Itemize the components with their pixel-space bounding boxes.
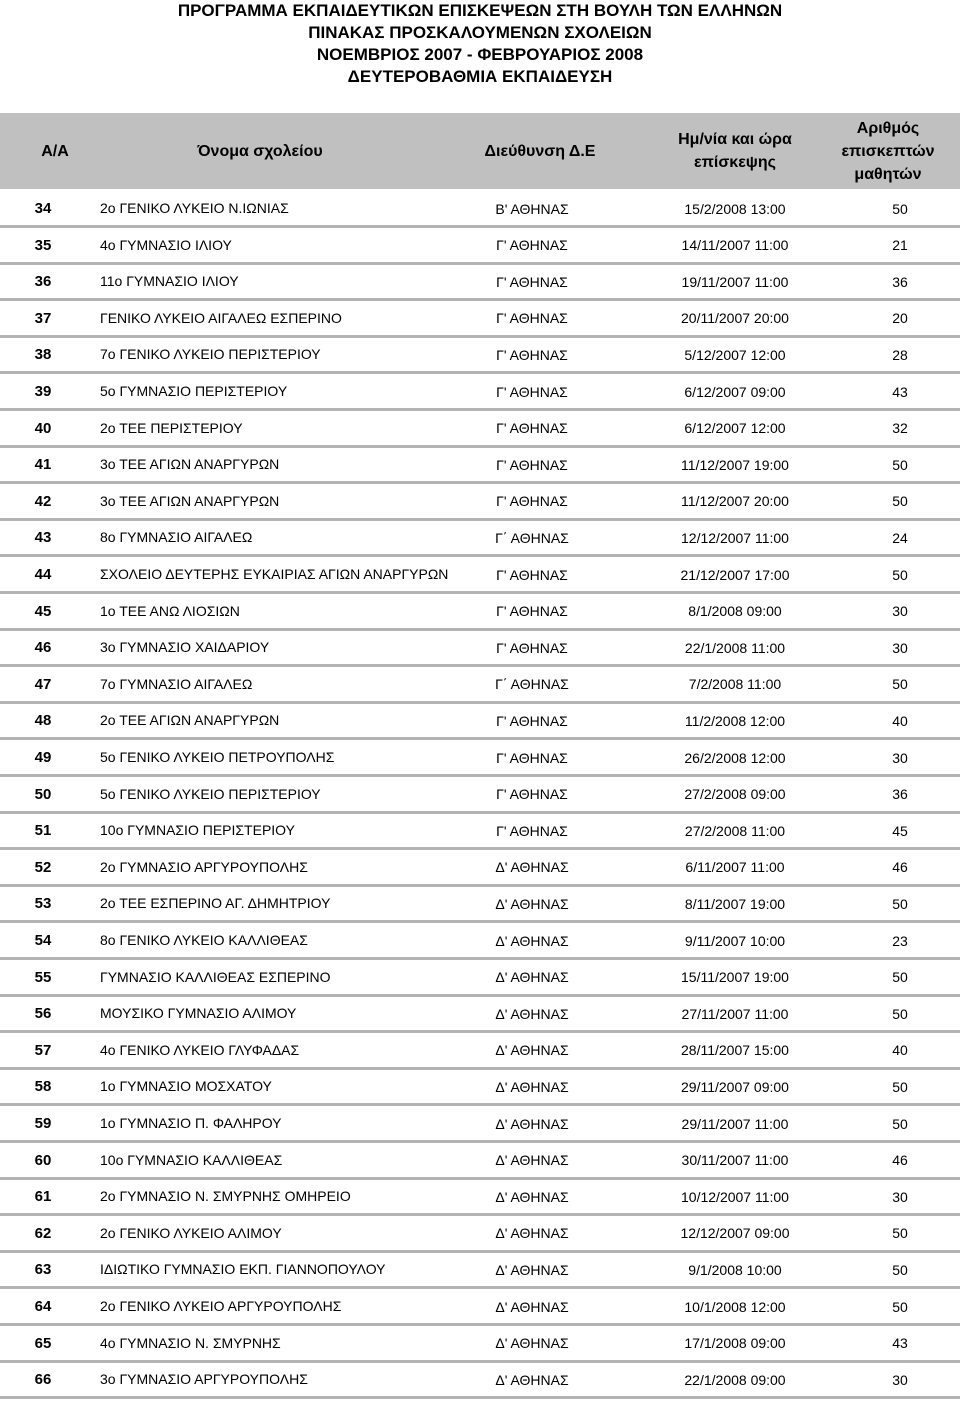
directorate: Δ' ΑΘΗΝΑΣ bbox=[495, 1298, 569, 1315]
visitor-count: 50 bbox=[892, 1261, 908, 1278]
visitor-count: 50 bbox=[892, 456, 908, 473]
school-name: 3ο ΓΥΜΝΑΣΙΟ ΧΑΙΔΑΡΙΟΥ bbox=[100, 639, 270, 656]
row-number: 44 bbox=[34, 566, 52, 583]
visitor-count: 50 bbox=[892, 566, 908, 583]
directorate: Γ' ΑΘΗΝΑΣ bbox=[496, 786, 568, 803]
school-name: 7ο ΓΥΜΝΑΣΙΟ ΑΙΓΑΛΕΩ bbox=[100, 675, 253, 692]
visitor-count: 46 bbox=[892, 859, 908, 876]
row-number: 46 bbox=[34, 639, 52, 657]
directorate: Δ' ΑΘΗΝΑΣ bbox=[495, 1078, 569, 1095]
visit-datetime: 12/12/2007 11:00 bbox=[681, 529, 789, 546]
visitor-count: 50 bbox=[892, 676, 908, 693]
row-number: 62 bbox=[34, 1224, 52, 1242]
table-row bbox=[0, 1327, 960, 1363]
table-row bbox=[0, 338, 960, 374]
directorate: Γ' ΑΘΗΝΑΣ bbox=[496, 346, 568, 363]
directorate: Δ' ΑΘΗΝΑΣ bbox=[495, 859, 569, 876]
visitor-count: 30 bbox=[892, 603, 908, 620]
table-row bbox=[0, 1253, 960, 1289]
visit-datetime: 11/2/2008 12:00 bbox=[684, 712, 786, 729]
visitor-count: 40 bbox=[892, 712, 908, 729]
visit-datetime: 9/11/2007 10:00 bbox=[684, 932, 786, 949]
row-number: 48 bbox=[34, 712, 52, 730]
visitor-count: 36 bbox=[892, 786, 908, 803]
directorate: Γ' ΑΘΗΝΑΣ bbox=[496, 749, 568, 766]
table-row bbox=[0, 412, 960, 448]
visit-datetime: 5/12/2007 12:00 bbox=[684, 346, 786, 363]
table-row bbox=[0, 448, 960, 484]
visitor-count: 30 bbox=[892, 749, 908, 766]
school-name: 1ο ΓΥΜΝΑΣΙΟ Π. ΦΑΛΗΡΟΥ bbox=[100, 1115, 282, 1131]
visitor-count: 50 bbox=[892, 1298, 908, 1315]
school-name: 2ο ΓΥΜΝΑΣΙΟ ΑΡΓΥΡΟΥΠΟΛΗΣ bbox=[100, 858, 308, 875]
school-name: 2ο ΤΕΕ ΑΓΙΩΝ ΑΝΑΡΓΥΡΩΝ bbox=[100, 712, 280, 729]
table-row bbox=[0, 1144, 960, 1180]
visitor-count: 21 bbox=[892, 237, 908, 254]
table-row bbox=[0, 741, 960, 777]
visit-datetime: 9/1/2008 10:00 bbox=[688, 1261, 782, 1278]
table-row bbox=[0, 851, 960, 887]
row-number: 41 bbox=[34, 456, 52, 474]
school-name: ΜΟΥΣΙΚΟ ΓΥΜΝΑΣΙΟ ΑΛΙΜΟΥ bbox=[100, 1005, 297, 1022]
visit-datetime: 27/2/2008 09:00 bbox=[684, 786, 786, 803]
visitor-count: 46 bbox=[892, 1152, 908, 1169]
header-directorate-label: Διεύθυνση Δ.Ε bbox=[484, 142, 596, 160]
visit-datetime: 10/12/2007 11:00 bbox=[681, 1188, 789, 1205]
directorate: Γ' ΑΘΗΝΑΣ bbox=[496, 493, 568, 510]
table-row bbox=[0, 1180, 960, 1216]
school-name: 2ο ΓΕΝΙΚΟ ΛΥΚΕΙΟ ΑΡΓΥΡΟΥΠΟΛΗΣ bbox=[100, 1298, 342, 1314]
document-period: ΝΟΕΜΒΡΙΟΣ 2007 - ΦΕΒΡΟΥΑΡΙΟΣ 2008 bbox=[316, 45, 644, 64]
school-name: 2ο ΓΥΜΝΑΣΙΟ Ν. ΣΜΥΡΝΗΣ ΟΜΗΡΕΙΟ bbox=[100, 1188, 351, 1205]
row-number: 36 bbox=[34, 273, 52, 291]
visit-datetime: 8/1/2008 09:00 bbox=[688, 603, 782, 620]
visit-datetime: 19/11/2007 11:00 bbox=[681, 273, 789, 290]
visitor-count: 32 bbox=[892, 420, 908, 437]
header-datetime bbox=[640, 113, 830, 189]
school-name: 5ο ΓΕΝΙΚΟ ΛΥΚΕΙΟ ΠΕΤΡΟΥΠΟΛΗΣ bbox=[100, 749, 335, 765]
visit-datetime: 14/11/2007 11:00 bbox=[681, 237, 789, 254]
header-no-label: Α/Α bbox=[41, 142, 69, 160]
table-row bbox=[0, 997, 960, 1033]
school-name: 8ο ΓΥΜΝΑΣΙΟ ΑΙΓΑΛΕΩ bbox=[100, 529, 253, 546]
directorate: Γ' ΑΘΗΝΑΣ bbox=[496, 603, 568, 620]
row-number: 58 bbox=[34, 1078, 52, 1096]
header-datetime-line2: επίσκεψης bbox=[694, 154, 776, 171]
directorate: Δ' ΑΘΗΝΑΣ bbox=[495, 895, 569, 912]
visit-datetime: 20/11/2007 20:00 bbox=[681, 310, 789, 327]
row-number: 64 bbox=[34, 1298, 52, 1315]
row-number: 45 bbox=[34, 602, 52, 620]
row-number: 52 bbox=[34, 858, 52, 876]
visitor-count: 50 bbox=[892, 200, 908, 217]
visit-datetime: 11/12/2007 19:00 bbox=[681, 456, 789, 473]
header-directorate bbox=[455, 113, 625, 189]
visit-datetime: 12/12/2007 09:00 bbox=[680, 1225, 790, 1242]
table-row bbox=[0, 778, 960, 814]
visit-datetime: 22/1/2008 11:00 bbox=[684, 639, 786, 656]
row-number: 47 bbox=[34, 675, 52, 693]
header-visitor-count bbox=[828, 113, 948, 189]
directorate: Δ' ΑΘΗΝΑΣ bbox=[495, 1188, 569, 1205]
table-row bbox=[0, 1107, 960, 1143]
directorate: Γ' ΑΘΗΝΑΣ bbox=[496, 420, 568, 437]
directorate: Γ' ΑΘΗΝΑΣ bbox=[496, 639, 568, 656]
school-name: 7ο ΓΕΝΙΚΟ ΛΥΚΕΙΟ ΠΕΡΙΣΤΕΡΙΟΥ bbox=[100, 346, 321, 363]
directorate: Γ' ΑΘΗΝΑΣ bbox=[496, 566, 568, 583]
table-row bbox=[0, 375, 960, 411]
document-level: ΔΕΥΤΕΡΟΒΑΘΜΙΑ ΕΚΠΑΙΔΕΥΣΗ bbox=[347, 67, 613, 86]
header-count-line3: μαθητών bbox=[854, 165, 922, 183]
directorate: Β' ΑΘΗΝΑΣ bbox=[495, 200, 569, 217]
visit-datetime: 29/11/2007 11:00 bbox=[681, 1115, 789, 1132]
visitor-count: 28 bbox=[892, 346, 908, 363]
directorate: Γ΄ ΑΘΗΝΑΣ bbox=[495, 676, 569, 693]
header-school-name bbox=[130, 113, 390, 189]
table-row bbox=[0, 1034, 960, 1070]
row-number: 56 bbox=[34, 1005, 52, 1023]
table-row bbox=[0, 229, 960, 265]
school-name: 2ο ΓΕΝΙΚΟ ΛΥΚΕΙΟ Ν.ΙΩΝΙΑΣ bbox=[100, 200, 289, 216]
school-name: 8ο ΓΕΝΙΚΟ ΛΥΚΕΙΟ ΚΑΛΛΙΘΕΑΣ bbox=[100, 932, 308, 948]
directorate: Δ' ΑΘΗΝΑΣ bbox=[495, 1335, 569, 1352]
school-name: ΓΥΜΝΑΣΙΟ ΚΑΛΛΙΘΕΑΣ ΕΣΠΕΡΙΝΟ bbox=[100, 968, 331, 985]
header-count-line2: επισκεπτών bbox=[841, 142, 935, 160]
visitor-count: 50 bbox=[892, 895, 908, 912]
visit-datetime: 8/11/2007 19:00 bbox=[684, 895, 786, 912]
row-number: 57 bbox=[34, 1041, 52, 1059]
visitor-count: 30 bbox=[892, 1371, 908, 1388]
row-number: 49 bbox=[34, 749, 52, 766]
table-row bbox=[0, 1290, 960, 1326]
table-row bbox=[0, 887, 960, 923]
table-row bbox=[0, 1363, 960, 1399]
visitor-count: 50 bbox=[892, 1078, 908, 1095]
table-row bbox=[0, 704, 960, 740]
visitor-count: 43 bbox=[892, 1335, 908, 1352]
directorate: Γ' ΑΘΗΝΑΣ bbox=[496, 310, 568, 327]
school-name: 4ο ΓΥΜΝΑΣΙΟ ΙΛΙΟΥ bbox=[100, 236, 232, 253]
visitor-count: 45 bbox=[892, 822, 908, 839]
visitor-count: 23 bbox=[892, 932, 908, 949]
row-number: 54 bbox=[34, 932, 52, 949]
directorate: Δ' ΑΘΗΝΑΣ bbox=[495, 1371, 569, 1388]
row-number: 43 bbox=[34, 529, 52, 547]
row-number: 42 bbox=[34, 492, 52, 510]
directorate: Δ' ΑΘΗΝΑΣ bbox=[495, 1005, 569, 1022]
visit-datetime: 17/1/2008 09:00 bbox=[684, 1335, 786, 1352]
row-number: 59 bbox=[34, 1115, 52, 1132]
visitor-count: 30 bbox=[892, 639, 908, 656]
visit-datetime: 10/1/2008 12:00 bbox=[684, 1298, 786, 1315]
row-number: 35 bbox=[34, 236, 52, 254]
row-number: 39 bbox=[34, 383, 52, 400]
school-name: 10ο ΓΥΜΝΑΣΙΟ ΠΕΡΙΣΤΕΡΙΟΥ bbox=[100, 822, 295, 839]
school-name: 2ο ΓΕΝΙΚΟ ΛΥΚΕΙΟ ΑΛΙΜΟΥ bbox=[100, 1224, 282, 1241]
directorate: Δ' ΑΘΗΝΑΣ bbox=[495, 1152, 569, 1169]
directorate: Γ' ΑΘΗΝΑΣ bbox=[496, 822, 568, 839]
document-subtitle: ΠΙΝΑΚΑΣ ΠΡΟΣΚΑΛΟΥΜΕΝΩΝ ΣΧΟΛΕΙΩΝ bbox=[308, 23, 652, 42]
directorate: Γ' ΑΘΗΝΑΣ bbox=[496, 237, 568, 254]
visit-datetime: 6/12/2007 09:00 bbox=[684, 383, 786, 400]
table-row bbox=[0, 814, 960, 850]
row-number: 61 bbox=[34, 1188, 52, 1206]
directorate: Δ' ΑΘΗΝΑΣ bbox=[495, 1225, 569, 1242]
school-name: 2ο ΤΕΕ ΕΣΠΕΡΙΝΟ ΑΓ. ΔΗΜΗΤΡΙΟΥ bbox=[100, 895, 331, 912]
row-number: 40 bbox=[34, 419, 52, 437]
table-row bbox=[0, 924, 960, 960]
school-name: 11ο ΓΥΜΝΑΣΙΟ ΙΛΙΟΥ bbox=[100, 273, 239, 290]
directorate: Δ' ΑΘΗΝΑΣ bbox=[495, 1115, 569, 1132]
school-name: 1ο ΤΕΕ ΑΝΩ ΛΙΟΣΙΩΝ bbox=[100, 602, 240, 619]
visitor-count: 50 bbox=[892, 1115, 908, 1132]
visitor-count: 24 bbox=[892, 529, 908, 546]
table-row bbox=[0, 558, 960, 594]
visitor-count: 50 bbox=[892, 1005, 908, 1022]
visit-datetime: 30/11/2007 11:00 bbox=[681, 1152, 789, 1169]
row-number: 34 bbox=[34, 200, 52, 217]
directorate: Δ' ΑΘΗΝΑΣ bbox=[495, 969, 569, 986]
row-number: 51 bbox=[34, 822, 52, 840]
visit-datetime: 28/11/2007 15:00 bbox=[681, 1042, 789, 1059]
visit-datetime: 27/11/2007 11:00 bbox=[681, 1005, 789, 1022]
visitor-count: 36 bbox=[892, 273, 908, 290]
school-name: 2ο ΤΕΕ ΠΕΡΙΣΤΕΡΙΟΥ bbox=[100, 419, 243, 436]
header-count-line1: Αριθμός bbox=[856, 119, 920, 137]
directorate: Γ' ΑΘΗΝΑΣ bbox=[496, 456, 568, 473]
document-title: ΠΡΟΓΡΑΜΜΑ ΕΚΠΑΙΔΕΥΤΙΚΩΝ ΕΠΙΣΚΕΨΕΩΝ ΣΤΗ ΒΟΥΛΗ ΤΩΝ ΕΛΛΗΝΩΝ bbox=[177, 1, 783, 20]
directorate: Δ' ΑΘΗΝΑΣ bbox=[495, 1042, 569, 1059]
table-row bbox=[0, 302, 960, 338]
row-number: 60 bbox=[34, 1151, 52, 1169]
school-name: 1ο ΓΥΜΝΑΣΙΟ ΜΟΣΧΑΤΟΥ bbox=[100, 1078, 272, 1095]
school-name: 3ο ΤΕΕ ΑΓΙΩΝ ΑΝΑΡΓΥΡΩΝ bbox=[100, 456, 280, 473]
school-name: 3ο ΓΥΜΝΑΣΙΟ ΑΡΓΥΡΟΥΠΟΛΗΣ bbox=[100, 1371, 308, 1388]
visitor-count: 50 bbox=[892, 969, 908, 986]
row-number: 53 bbox=[34, 895, 52, 913]
header-school-name-label: Όνομα σχολείου bbox=[197, 142, 323, 160]
visitor-count: 30 bbox=[892, 1188, 908, 1205]
table-row bbox=[0, 265, 960, 301]
table-row bbox=[0, 485, 960, 521]
table-row bbox=[0, 631, 960, 667]
directorate: Γ' ΑΘΗΝΑΣ bbox=[496, 712, 568, 729]
school-name: 5ο ΓΕΝΙΚΟ ΛΥΚΕΙΟ ΠΕΡΙΣΤΕΡΙΟΥ bbox=[100, 785, 321, 802]
table-row bbox=[0, 595, 960, 631]
table-row bbox=[0, 1070, 960, 1106]
table-row bbox=[0, 192, 960, 228]
school-name: 3ο ΤΕΕ ΑΓΙΩΝ ΑΝΑΡΓΥΡΩΝ bbox=[100, 492, 280, 509]
visit-datetime: 26/2/2008 12:00 bbox=[684, 749, 786, 766]
school-name: ΙΔΙΩΤΙΚΟ ΓΥΜΝΑΣΙΟ ΕΚΠ. ΓΙΑΝΝΟΠΟΥΛΟΥ bbox=[100, 1261, 386, 1278]
visitor-count: 43 bbox=[892, 383, 908, 400]
visitor-count: 50 bbox=[892, 493, 908, 510]
school-name: ΣΧΟΛΕΙΟ ΔΕΥΤΕΡΗΣ ΕΥΚΑΙΡΙΑΣ ΑΓΙΩΝ ΑΝΑΡΓΥΡΩΝ bbox=[100, 566, 449, 582]
visitor-count: 20 bbox=[892, 310, 908, 327]
directorate: Γ' ΑΘΗΝΑΣ bbox=[496, 383, 568, 400]
visit-datetime: 6/12/2007 12:00 bbox=[684, 420, 786, 437]
directorate: Γ΄ ΑΘΗΝΑΣ bbox=[495, 529, 569, 546]
visit-datetime: 29/11/2007 09:00 bbox=[681, 1078, 789, 1095]
table-row bbox=[0, 1217, 960, 1253]
school-name: 10ο ΓΥΜΝΑΣΙΟ ΚΑΛΛΙΘΕΑΣ bbox=[100, 1151, 283, 1168]
row-number: 55 bbox=[34, 968, 52, 986]
visit-datetime: 22/1/2008 09:00 bbox=[684, 1371, 786, 1388]
document-title-block bbox=[0, 0, 960, 88]
visit-datetime: 6/11/2007 11:00 bbox=[685, 859, 785, 876]
directorate: Δ' ΑΘΗΝΑΣ bbox=[495, 932, 569, 949]
visit-datetime: 7/2/2008 11:00 bbox=[688, 676, 782, 693]
row-number: 63 bbox=[34, 1261, 52, 1279]
header-no bbox=[20, 113, 90, 189]
table-row bbox=[0, 668, 960, 704]
directorate: Δ' ΑΘΗΝΑΣ bbox=[495, 1261, 569, 1278]
school-name: 4ο ΓΕΝΙΚΟ ΛΥΚΕΙΟ ΓΛΥΦΑΔΑΣ bbox=[100, 1041, 300, 1058]
visit-datetime: 15/2/2008 13:00 bbox=[684, 200, 786, 217]
row-number: 50 bbox=[34, 785, 52, 803]
table-row bbox=[0, 961, 960, 997]
visit-datetime: 21/12/2007 17:00 bbox=[680, 566, 790, 583]
visit-datetime: 15/11/2007 19:00 bbox=[681, 969, 789, 986]
directorate: Γ' ΑΘΗΝΑΣ bbox=[496, 273, 568, 290]
visitor-count: 40 bbox=[892, 1042, 908, 1059]
table-header bbox=[0, 113, 960, 189]
visit-datetime: 27/2/2008 11:00 bbox=[684, 822, 786, 839]
school-name: ΓΕΝΙΚΟ ΛΥΚΕΙΟ ΑΙΓΑΛΕΩ ΕΣΠΕΡΙΝΟ bbox=[100, 309, 342, 326]
row-number: 66 bbox=[34, 1371, 52, 1389]
row-number: 65 bbox=[34, 1334, 52, 1352]
school-name: 4ο ΓΥΜΝΑΣΙΟ Ν. ΣΜΥΡΝΗΣ bbox=[100, 1334, 281, 1351]
row-number: 38 bbox=[34, 346, 52, 364]
school-name: 5ο ΓΥΜΝΑΣΙΟ ΠΕΡΙΣΤΕΡΙΟΥ bbox=[100, 383, 288, 399]
table-row bbox=[0, 521, 960, 557]
row-number: 37 bbox=[34, 309, 52, 327]
visit-datetime: 11/12/2007 20:00 bbox=[681, 493, 789, 510]
visitor-count: 50 bbox=[892, 1225, 908, 1242]
header-datetime-line1: Ημ/νία και ώρα bbox=[678, 131, 792, 148]
